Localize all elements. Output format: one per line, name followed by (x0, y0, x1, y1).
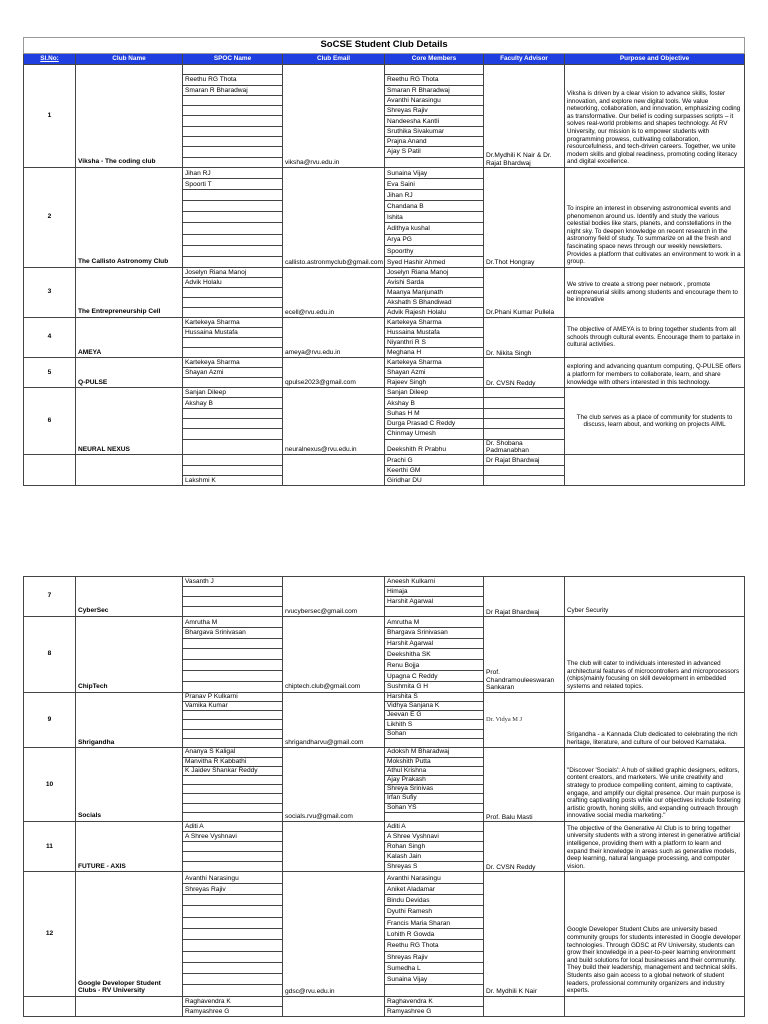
club-name: NEURAL NEXUS (76, 388, 183, 455)
spoc-name (183, 711, 283, 720)
spoc-name: Hussaina Mustafa (183, 327, 283, 337)
core-member: Reethu RG Thota (385, 75, 484, 85)
core-member: Prachi G (385, 455, 484, 465)
table-row (24, 996, 745, 1006)
spoc-name (183, 201, 283, 212)
purpose-text: Cyber Security (565, 577, 745, 617)
sl-number: 11 (24, 821, 76, 871)
spoc-name: Aditi A (183, 821, 283, 831)
spoc-name (183, 812, 283, 821)
core-member: Vidhya Sanjana K (385, 701, 484, 710)
core-member: Suhas H M (385, 408, 484, 418)
core-member: Deekshitha SK (385, 649, 484, 660)
spoc-name: Kartekeya Sharma (183, 358, 283, 368)
core-member: Shreya Srinivas (385, 785, 484, 794)
purpose-text (565, 996, 745, 1016)
core-member: Ramyashree G (385, 1006, 484, 1016)
spoc-name: Manvitha R Kabbathi (183, 757, 283, 766)
club-email: callisto.astronmyclub@gmail.com (283, 167, 385, 267)
club-email: ameya@rvu.edu.in (283, 317, 385, 357)
club-email: gdsc@rvu.edu.in (283, 872, 385, 996)
core-member: Advik Rajesh Holalu (385, 307, 484, 317)
empty-cell (76, 455, 183, 486)
sl-number: 5 (24, 358, 76, 388)
table-row (24, 455, 745, 465)
purpose-text: Viksha is driven by a clear vision to advance skills, foster innovation, and explore new digital tools. We value networking, collaboration, and innovation, emphasizing coding as transformative. Our belief is coding surpasses scripts – it solves real-world problems and shapes technology. At RV University, our mission is to empower students with programming prowess, cultivating collaboration, resourcefulness, and tech-driven careers. Together, we unite modern skills and global readiness, promoting coding literacy and digital excellence. (565, 65, 745, 168)
table-row (24, 267, 745, 277)
spoc-name (183, 378, 283, 388)
spoc-name (183, 439, 283, 455)
spoc-name (183, 419, 283, 429)
core-member: Himaja (385, 587, 484, 597)
spoc-name (183, 190, 283, 201)
spoc-name: Ananya S Kaligal (183, 748, 283, 757)
core-member (385, 65, 484, 75)
core-member: Jihan RJ (385, 190, 484, 201)
spoc-name: Shreyas Rajiv (183, 883, 283, 894)
spoc-name (183, 126, 283, 136)
empty-cell (283, 455, 385, 486)
faculty-advisor: Prof. Chandramouleeswaran Sankaran (484, 617, 565, 693)
spoc-name (183, 638, 283, 649)
spoc-name (183, 116, 283, 126)
sl-number: 1 (24, 65, 76, 168)
faculty-advisor (484, 429, 565, 439)
spoc-name: Smaran R Bharadwaj (183, 85, 283, 95)
sl-number: 10 (24, 748, 76, 822)
core-member: Adoksh M Bharadwaj (385, 748, 484, 757)
spoc-name (183, 607, 283, 617)
table-row (24, 748, 745, 757)
core-member: Sushmita G H (385, 681, 484, 692)
core-member: Avishi Sarda (385, 277, 484, 287)
sl-number: 12 (24, 872, 76, 996)
club-name: Q-PULSE (76, 358, 183, 388)
club-email: chiptech.club@gmail.com (283, 617, 385, 693)
page-title: SoCSE Student Club Details (24, 38, 745, 54)
spoc-name (183, 95, 283, 105)
spoc-name: Vamika Kumar (183, 701, 283, 710)
club-name: Viksha - The coding club (76, 65, 183, 168)
club-email: socials.rvu@gmail.com (283, 748, 385, 822)
spoc-name (183, 940, 283, 951)
faculty-advisor (484, 465, 565, 475)
spoc-name (183, 408, 283, 418)
club-table-page-1 (23, 37, 744, 486)
faculty-advisor (484, 388, 565, 398)
spoc-name (183, 985, 283, 996)
spoc-name: Vasanth J (183, 577, 283, 587)
club-email: rvucybersec@gmail.com (283, 577, 385, 617)
table-row (24, 317, 745, 327)
core-member: Likhith S (385, 720, 484, 729)
core-member: Syed Hashir Ahmed (385, 256, 484, 267)
core-member: Mokshith Putta (385, 757, 484, 766)
sl-number: 9 (24, 692, 76, 748)
spoc-name (183, 157, 283, 167)
core-member: Eva Saini (385, 179, 484, 190)
spoc-name (183, 842, 283, 852)
table-row (24, 577, 745, 587)
core-member: Renu Bojja (385, 660, 484, 671)
club-name: Shrigandha (76, 692, 183, 748)
club-name: The Entrepreneurship Cell (76, 267, 183, 317)
table-row (24, 65, 745, 75)
purpose-text: exploring and advancing quantum computing, Q-PULSE offers a platform for members to collaborate, learn, and share knowledge with others interested in this technology. (565, 358, 745, 388)
core-member: Adithya kushal (385, 223, 484, 234)
core-member: Giridhar DU (385, 476, 484, 486)
header-sl-no: Sl.No: (24, 54, 76, 65)
club-email: qpulse2023@gmail.com (283, 358, 385, 388)
faculty-advisor: Dr. Nikita Singh (484, 317, 565, 357)
core-member: Upagna C Reddy (385, 670, 484, 681)
core-member: Irfan Sufiy (385, 794, 484, 803)
club-email: viksha@rvu.edu.in (283, 65, 385, 168)
club-name: ChipTech (76, 617, 183, 693)
faculty-advisor: Dr. Mydhili K Nair (484, 872, 565, 996)
faculty-advisor: Dr. CVSN Reddy (484, 821, 565, 871)
core-member: Harshit Agarwal (385, 638, 484, 649)
core-member (385, 607, 484, 617)
core-member: Smaran R Bharadwaj (385, 85, 484, 95)
spoc-name (183, 852, 283, 862)
core-member: Ajay S Patil (385, 147, 484, 157)
faculty-advisor (484, 476, 565, 486)
club-email: shrigandharvu@gmail.com (283, 692, 385, 748)
core-member: Durga Prasad C Reddy (385, 419, 484, 429)
spoc-name (183, 785, 283, 794)
club-name: AMEYA (76, 317, 183, 357)
spoc-name (183, 256, 283, 267)
purpose-text: The club serves as a place of community for students to discuss, learn about, and working on projects AIML (565, 388, 745, 455)
purpose-text: The club will cater to individuals interested in advanced architectural features of microcontrollers and microprocessors (chips)mainly focusing on skill development in embedded systems and related topics. (565, 617, 745, 693)
core-member: Sumedha L (385, 962, 484, 973)
core-member (385, 985, 484, 996)
spoc-name (183, 649, 283, 660)
core-member (385, 739, 484, 748)
core-member: Chandana B (385, 201, 484, 212)
table-row (24, 692, 745, 701)
core-member: Lohith R Gowda (385, 928, 484, 939)
spoc-name (183, 597, 283, 607)
core-member: Nandeesha Kantli (385, 116, 484, 126)
spoc-name (183, 587, 283, 597)
core-member: Raghavendra K (385, 996, 484, 1006)
spoc-name (183, 429, 283, 439)
purpose-text: To inspire an interest in observing astronomical events and phenomenon around us. Identify and study the various celestial bodies like stars, planets, and constellations in the night sky. To deepen knowledge on recent research in the astronomy field of study. To summarize on all the fresh and fascinating space news through our weekly newsletters. Provides a platform that cultivates an environment to work in a group. (565, 167, 745, 267)
faculty-advisor (484, 419, 565, 429)
spoc-name (183, 147, 283, 157)
core-member: Sruthika Sivakumar (385, 126, 484, 136)
header-faculty-advisor: Faculty Advisor (484, 54, 565, 65)
spoc-name (183, 862, 283, 872)
spoc-name: Avanthi Narasingu (183, 872, 283, 883)
header-purpose: Purpose and Objective (565, 54, 745, 65)
spoc-name (183, 974, 283, 985)
spoc-name (183, 775, 283, 784)
faculty-advisor: Prof. Balu Masti (484, 748, 565, 822)
core-member (385, 812, 484, 821)
purpose-text: Srigandha - a Kannada Club dedicated to celebrating the rich heritage, literature, and culture of our beloved Karnataka. (565, 692, 745, 748)
core-member: Ishita (385, 212, 484, 223)
core-member: Aditi A (385, 821, 484, 831)
faculty-advisor: Dr.Phani Kumar Pullela (484, 267, 565, 317)
core-member: Kartekeya Sharma (385, 317, 484, 327)
spoc-name (183, 906, 283, 917)
spoc-name: Lakshmi K (183, 476, 283, 486)
core-member: Sunaina Vijay (385, 167, 484, 178)
core-member: Jeevan E G (385, 711, 484, 720)
header-spoc-name: SPOC Name (183, 54, 283, 65)
sl-number: 4 (24, 317, 76, 357)
club-name: FUTURE - AXIS (76, 821, 183, 871)
purpose-text: "Discover 'Socials': A hub of skilled graphic designers, editors, content creators, and marketers. We unite creativity and strategy to produce compelling content, aiming to captivate, engage, and amplify our digital presence. Our main purpose is crafting captivating posts while our objectives include fostering artistic growth, honing skills, and expanding outreach through innovative social media marketing." (565, 748, 745, 822)
spoc-name (183, 670, 283, 681)
core-member: Harshita S (385, 692, 484, 701)
spoc-name (183, 803, 283, 812)
table-row (24, 821, 745, 831)
spoc-name (183, 307, 283, 317)
faculty-advisor: Dr Rajat Bhardwaj (484, 455, 565, 465)
core-member: Amrutha M (385, 617, 484, 628)
faculty-advisor: Dr. CVSN Reddy (484, 358, 565, 388)
core-member: Sohan YS (385, 803, 484, 812)
spoc-name (183, 297, 283, 307)
sl-number: 3 (24, 267, 76, 317)
club-name: CyberSec (76, 577, 183, 617)
core-member (385, 157, 484, 167)
spoc-name (183, 234, 283, 245)
core-member: Ajay Prakash (385, 775, 484, 784)
spoc-name (183, 287, 283, 297)
spoc-name (183, 465, 283, 475)
spoc-name: Amrutha M (183, 617, 283, 628)
core-member: Arya PG (385, 234, 484, 245)
core-member: Prajna Anand (385, 137, 484, 147)
core-member: Keerthi GM (385, 465, 484, 475)
core-member: Spoorthy (385, 245, 484, 256)
spoc-name (183, 137, 283, 147)
core-member: Dyuthi Ramesh (385, 906, 484, 917)
faculty-advisor: Dr.Thot Hongray (484, 167, 565, 267)
spoc-name: Pranav P Kulkarni (183, 692, 283, 701)
club-name: Socials (76, 748, 183, 822)
core-member: A Shree Vyshnavi (385, 832, 484, 842)
faculty-advisor: Dr.Mydhili K Nair & Dr. Rajat Bhardwaj (484, 65, 565, 168)
header-core-members: Core Members (385, 54, 484, 65)
sl-number: 6 (24, 388, 76, 455)
spoc-name: K Jaidev Shankar Reddy (183, 766, 283, 775)
club-name: Google Developer Student Clubs - RV University (76, 872, 183, 996)
spoc-name (183, 720, 283, 729)
spoc-name (183, 681, 283, 692)
core-member: Deekshith R Prabhu (385, 439, 484, 455)
core-member: Aneesh Kulkarni (385, 577, 484, 587)
core-member: Reethu RG Thota (385, 940, 484, 951)
purpose-text: We strive to create a strong peer network , promote entrepreneurial skills among students and encourage them to be innovative (565, 267, 745, 317)
spoc-name (183, 212, 283, 223)
core-member: Niyanthri R S (385, 338, 484, 348)
spoc-name: Shayan Azmi (183, 368, 283, 378)
sl-number (24, 996, 76, 1016)
core-member: Harshit Agarwal (385, 597, 484, 607)
core-member: Francis Maria Sharan (385, 917, 484, 928)
faculty-advisor: Dr. Shobana Padmanabhan (484, 439, 565, 455)
spoc-name (183, 223, 283, 234)
spoc-name: Spoorti T (183, 179, 283, 190)
core-member: Hussaina Mustafa (385, 327, 484, 337)
core-member: Avanthi Narasingu (385, 95, 484, 105)
table-row (24, 167, 745, 178)
spoc-name (183, 660, 283, 671)
spoc-name (183, 739, 283, 748)
header-club-name: Club Name (76, 54, 183, 65)
purpose-text: The objective of AMEYA is to bring together students from all schools through cultural events. Encourage them to partake in cultural activities. (565, 317, 745, 357)
core-member: Sunaina Vijay (385, 974, 484, 985)
spoc-name (183, 338, 283, 348)
spoc-name: Kartekeya Sharma (183, 317, 283, 327)
spoc-name: Advik Holalu (183, 277, 283, 287)
core-member: Chinmay Umesh (385, 429, 484, 439)
empty-cell (24, 455, 76, 486)
core-member: Sanjan Dileep (385, 388, 484, 398)
sl-number: 7 (24, 577, 76, 617)
club-email: neuralnexus@rvu.edu.in (283, 388, 385, 455)
spoc-name (183, 245, 283, 256)
spoc-name (183, 917, 283, 928)
spoc-name (183, 348, 283, 358)
club-email (283, 996, 385, 1016)
spoc-name: Jihan RJ (183, 167, 283, 178)
core-member: Rohan Singh (385, 842, 484, 852)
core-member: Shreyas S (385, 862, 484, 872)
club-email: ecell@rvu.edu.in (283, 267, 385, 317)
sl-number: 2 (24, 167, 76, 267)
core-member: Kalash Jain (385, 852, 484, 862)
spoc-name: Ramyashree G (183, 1006, 283, 1016)
club-email (283, 821, 385, 871)
sl-number: 8 (24, 617, 76, 693)
spoc-name: A Shree Vyshnavi (183, 832, 283, 842)
club-name: The Callisto Astronomy Club (76, 167, 183, 267)
purpose-text: Google Developer Student Clubs are university based community groups for students interested in Google developer technologies. Through GDSC at RV University, students can grow their knowledge in a peer-to-peer learning environment and build solutions for local businesses and their community. They build their leadership, management and technical skills. Students also gain access to a global network of student leaders, professional community organizers and industry experts. (565, 872, 745, 996)
spoc-name (183, 455, 283, 465)
spoc-name (183, 951, 283, 962)
table-row (24, 388, 745, 398)
core-member: Joselyn Riana Manoj (385, 267, 484, 277)
core-member: Avanthi Narasingu (385, 872, 484, 883)
club-name (76, 996, 183, 1016)
faculty-advisor: Dr Rajat Bhardwaj (484, 577, 565, 617)
spoc-name (183, 895, 283, 906)
spoc-name: Sanjan Dileep (183, 388, 283, 398)
spoc-name: Akshay B (183, 398, 283, 408)
core-member: Maanya Manjunath (385, 287, 484, 297)
header-club-email: Club Email (283, 54, 385, 65)
core-member: Akshath S Bhandiwad (385, 297, 484, 307)
core-member: Aniket Aladamar (385, 883, 484, 894)
spoc-name (183, 794, 283, 803)
core-member: Rajeev Singh (385, 378, 484, 388)
core-member: Kartekeya Sharma (385, 358, 484, 368)
table-row (24, 872, 745, 883)
core-member: Bindu Devidas (385, 895, 484, 906)
spoc-name (183, 106, 283, 116)
spoc-name: Raghavendra K (183, 996, 283, 1006)
empty-cell (565, 455, 745, 486)
spoc-name: Bhargava Srinivasan (183, 627, 283, 638)
faculty-advisor (484, 398, 565, 408)
spoc-name (183, 962, 283, 973)
core-member: Shayan Azmi (385, 368, 484, 378)
purpose-text: The objective of the Generative AI Club is to bring together university students with a strong interest in generative artificial intelligence, providing them with a platform to learn and expand their knowledge in areas such as generative models, deep learning, natural language processing, and computer vision. (565, 821, 745, 871)
table-row (24, 617, 745, 628)
spoc-name (183, 65, 283, 75)
spoc-name: Joselyn Riana Manoj (183, 267, 283, 277)
faculty-advisor (484, 996, 565, 1016)
spoc-name: Reethu RG Thota (183, 75, 283, 85)
core-member: Shreyas Rajiv (385, 951, 484, 962)
table-row (24, 358, 745, 368)
spoc-name (183, 729, 283, 738)
faculty-advisor: Dr. Vidya M J (484, 692, 565, 748)
core-member: Sohan (385, 729, 484, 738)
core-member: Bhargava Srinivasan (385, 627, 484, 638)
faculty-advisor (484, 408, 565, 418)
core-member: Athul Krishna (385, 766, 484, 775)
club-table-page-2 (23, 576, 744, 1017)
core-member: Shreyas Rajiv (385, 106, 484, 116)
core-member: Akshay B (385, 398, 484, 408)
spoc-name (183, 928, 283, 939)
core-member: Meghana H (385, 348, 484, 358)
